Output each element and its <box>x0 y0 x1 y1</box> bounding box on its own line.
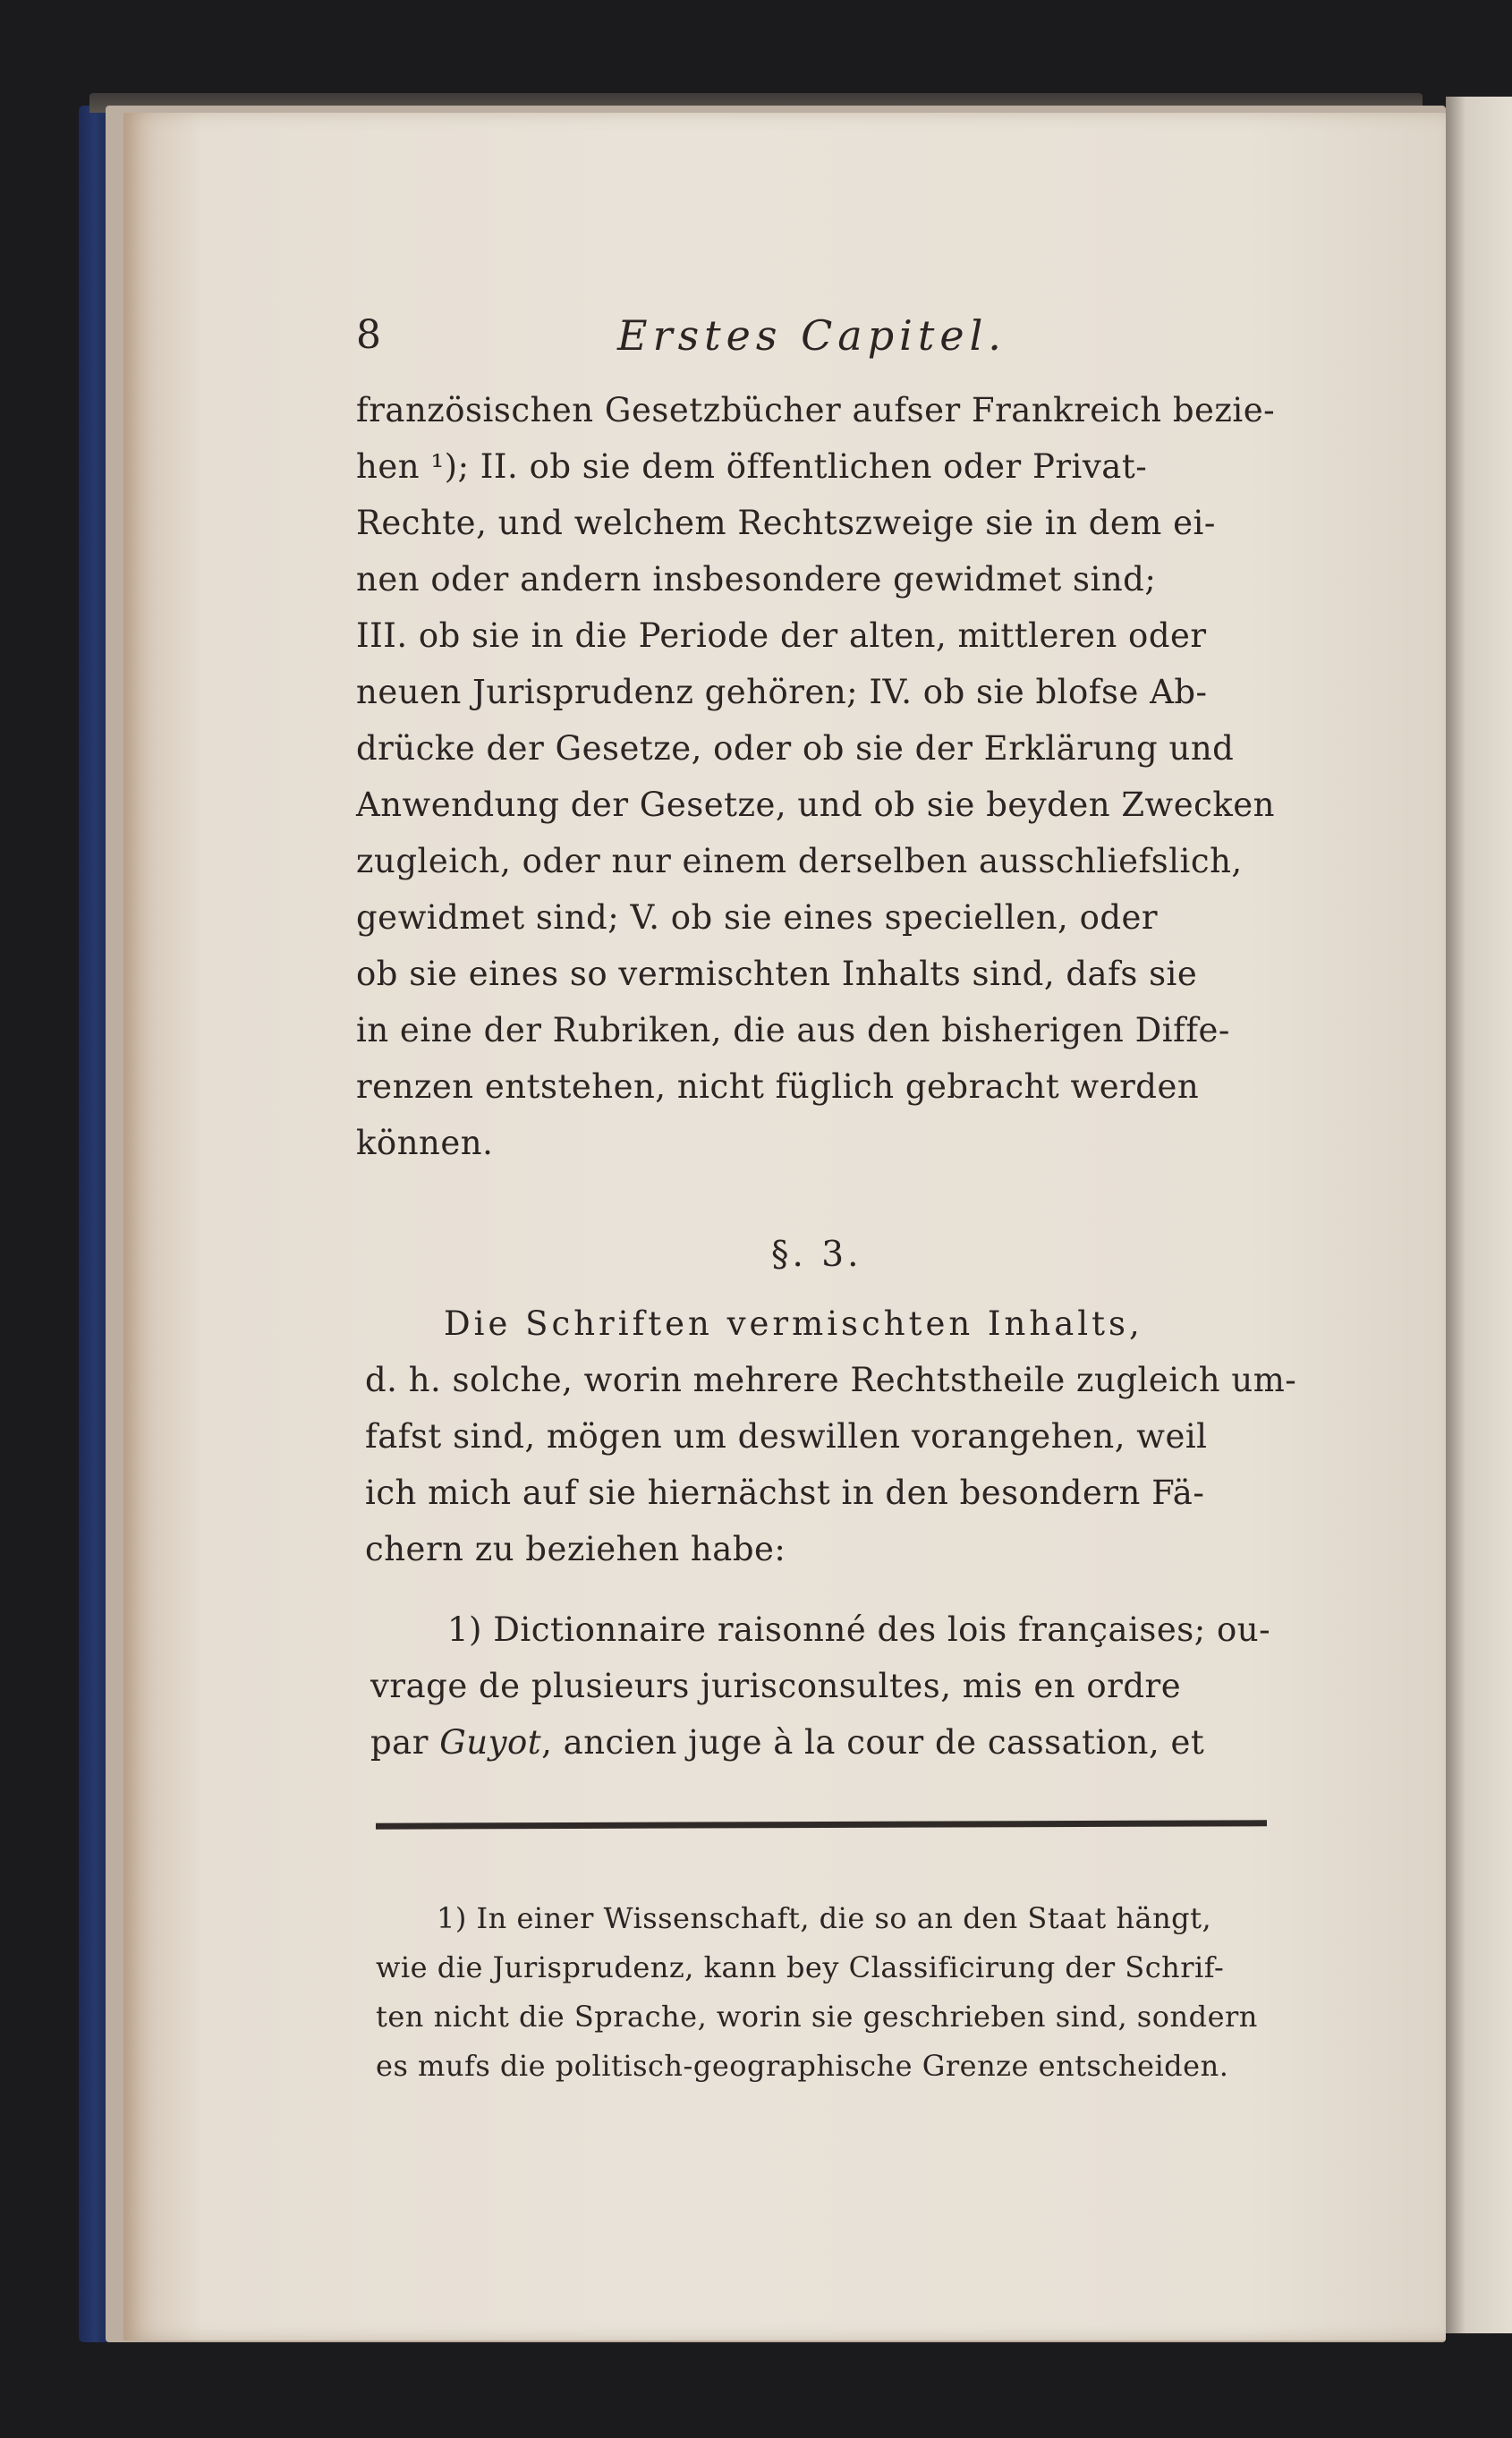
footnote-line: 1) In einer Wissenschaft, die so an den Staat hängt, <box>437 1901 1212 1935</box>
entry-text: par <box>370 1723 440 1762</box>
text-line: nen oder andern insbesondere gewidmet sind; <box>356 560 1157 599</box>
page-header <box>356 309 1269 362</box>
text-line: renzen entstehen, nicht füglich gebracht werden <box>356 1067 1200 1106</box>
section-heading: §. 3. <box>771 1235 862 1275</box>
author-name: Guyot <box>439 1723 542 1762</box>
text-line: Rechte, und welchem Rechtszweige sie in dem ei- <box>356 504 1216 542</box>
text-line: d. h. solche, worin mehrere Rechtstheile zugleich um- <box>365 1361 1297 1399</box>
text-line: hen ¹); II. ob sie dem öffentlichen oder Privat- <box>356 447 1148 486</box>
footnote-line: wie die Jurisprudenz, kann bey Classificirung der Schrif- <box>376 1950 1225 1984</box>
text-line: ob sie eines so vermischten Inhalts sind, dafs sie <box>356 955 1198 993</box>
text-line: neuen Jurisprudenz gehören; IV. ob sie blofse Ab- <box>356 673 1208 711</box>
footnote-line: es mufs die politisch-geographische Grenze entscheiden. <box>376 2049 1229 2083</box>
text-line: fafst sind, mögen um deswillen vorangehen, weil <box>365 1417 1208 1456</box>
text-line: Anwendung der Gesetze, und ob sie beyden Zwecken <box>356 786 1275 824</box>
text-line: in eine der Rubriken, die aus den bisherigen Diffe- <box>356 1011 1230 1049</box>
text-line: französischen Gesetzbücher aufser Frankreich bezie- <box>356 391 1276 429</box>
text-line: drücke der Gesetze, oder ob sie der Erklärung und <box>356 729 1235 768</box>
footnote-line: ten nicht die Sprache, worin sie geschrieben sind, sondern <box>376 2000 1258 2034</box>
paragraph-lead: Die Schriften vermischten Inhalts, <box>444 1304 1143 1343</box>
text-line: zugleich, oder nur einem derselben ausschliefslich, <box>356 842 1243 880</box>
text-line: chern zu beziehen habe: <box>365 1530 786 1568</box>
entry-text: , ancien juge à la cour de cassation, et <box>541 1723 1205 1762</box>
page-number: 8 <box>356 312 381 358</box>
text-line: gewidmet sind; V. ob sie eines speciellen, oder <box>356 898 1159 937</box>
running-head: Erstes Capitel. <box>617 311 1007 360</box>
footnote-rule <box>376 1820 1267 1829</box>
entry-line <box>370 1720 1204 1765</box>
text-line: ich mich auf sie hiernächst in den besondern Fä- <box>365 1474 1205 1512</box>
entry-line: 1) Dictionnaire raisonné des lois françaises; ou- <box>447 1610 1271 1649</box>
text-line: III. ob sie in die Periode der alten, mittleren oder <box>356 616 1207 655</box>
text-line: können. <box>356 1124 494 1162</box>
entry-line: vrage de plusieurs jurisconsultes, mis en ordre <box>370 1667 1182 1705</box>
